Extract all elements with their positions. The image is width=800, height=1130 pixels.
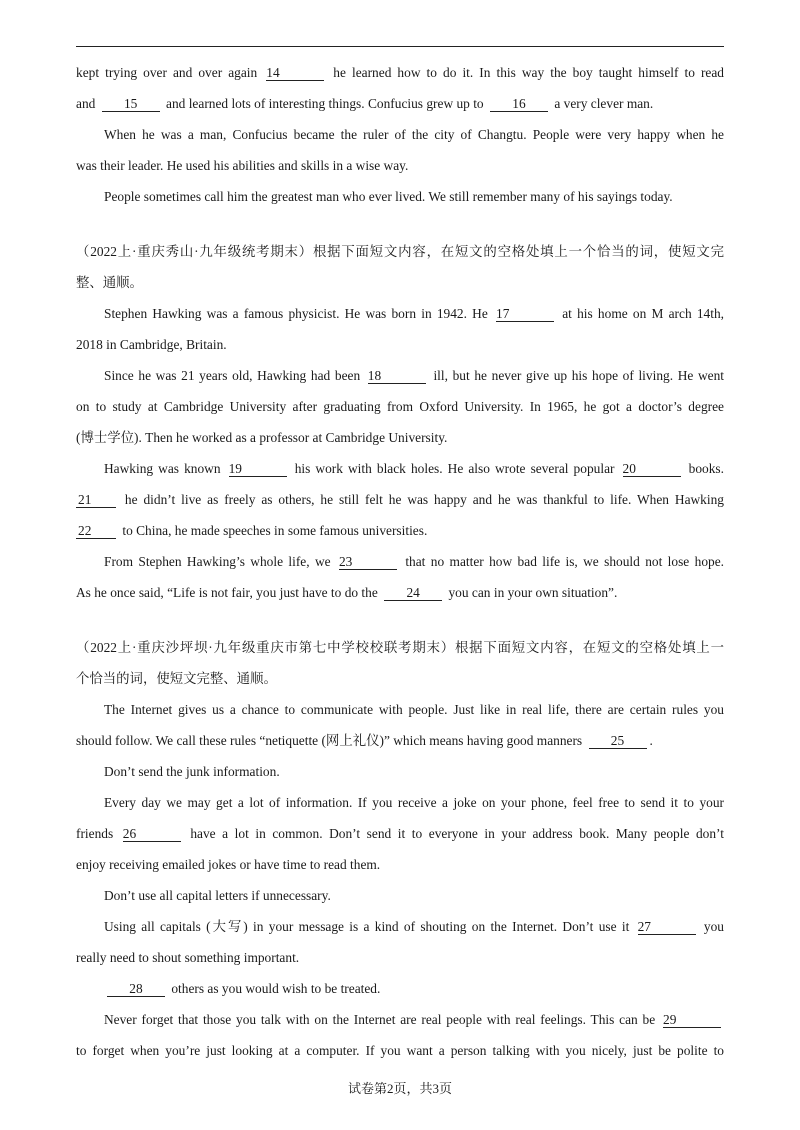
text-line xyxy=(76,1035,724,1066)
text-segment: that no matter how bad life is, we should not lose hope. xyxy=(399,554,724,569)
text-segment: People sometimes call him the greatest man who ever lived. We still remember many of his sayings today. xyxy=(104,189,673,204)
answer-blank[interactable]: 19 xyxy=(229,461,287,477)
answer-blank[interactable]: 14 xyxy=(266,65,324,81)
answer-blank[interactable]: 15 xyxy=(102,96,160,112)
text-segment: Using all capitals (大写) in your message is a kind of shouting on the Internet. Don’t use it xyxy=(104,919,635,934)
text-segment: books. xyxy=(683,461,724,476)
text-segment: should follow. We call these rules “netiquette (网上礼仪)” which means having good manners xyxy=(76,733,586,748)
text-line xyxy=(76,632,724,663)
text-line xyxy=(76,1004,724,1035)
text-segment: and xyxy=(76,96,99,111)
text-segment: he didn’t live as freely as others, he still felt he was happy and he was thankful to life. When Hawking xyxy=(119,492,724,507)
text-segment: friends xyxy=(76,826,120,841)
text-line xyxy=(76,577,724,608)
text-line xyxy=(76,484,724,515)
text-segment: ill, but he never give up his hope of living. He went xyxy=(428,368,724,383)
page-footer: 试卷第2页，共3页 xyxy=(347,1081,452,1096)
text-segment: his work with black holes. He also wrote several popular xyxy=(289,461,620,476)
text-segment: Don’t send the junk information. xyxy=(104,764,280,779)
text-line xyxy=(76,298,724,329)
text-segment: and learned lots of interesting things. Confucius grew up to xyxy=(162,96,487,111)
text-line xyxy=(76,546,724,577)
text-segment: kept trying over and over again xyxy=(76,65,264,80)
text-line xyxy=(76,515,724,546)
text-line xyxy=(76,942,724,973)
text-segment: From Stephen Hawking’s whole life, we xyxy=(104,554,336,569)
text-segment: really need to shout something important. xyxy=(76,950,300,965)
text-segment: Don’t use all capital letters if unnecessary. xyxy=(104,888,331,903)
answer-blank[interactable]: 22 xyxy=(76,523,116,539)
text-segment: a very clever man. xyxy=(550,96,654,111)
text-segment: （2022上·重庆沙坪坝·九年级重庆市第七中学校校联考期末）根据下面短文内容，在短文的空格处填上一 xyxy=(76,640,724,655)
paragraph-gap xyxy=(76,212,724,236)
answer-blank[interactable]: 20 xyxy=(623,461,681,477)
text-line xyxy=(76,422,724,453)
answer-blank[interactable]: 28 xyxy=(107,981,165,997)
text-line xyxy=(76,911,724,942)
answer-blank[interactable]: 21 xyxy=(76,492,116,508)
text-segment: Never forget that those you talk with on the Internet are real people with real feelings. This can be xyxy=(104,1012,660,1027)
header-rule xyxy=(76,46,724,47)
text-segment: Since he was 21 years old, Hawking had been xyxy=(104,368,365,383)
text-segment: to China, he made speeches in some famous universities. xyxy=(119,523,428,538)
answer-blank[interactable]: 29 xyxy=(663,1012,721,1028)
text-segment: enjoy receiving emailed jokes or have time to read them. xyxy=(76,857,381,872)
text-segment: on to study at Cambridge University after graduating from Oxford University. In 1965, he got a doctor’s degree xyxy=(76,399,724,414)
paragraph-gap xyxy=(76,608,724,632)
answer-blank[interactable]: 17 xyxy=(496,306,554,322)
text-segment: others as you would wish to be treated. xyxy=(168,981,381,996)
text-segment: . xyxy=(649,733,653,748)
text-segment: have a lot in common. Don’t send it to everyone in your address book. Many people don’t xyxy=(183,826,724,841)
text-line xyxy=(76,57,724,88)
text-line xyxy=(76,694,724,725)
text-segment: 2018 in Cambridge, Britain. xyxy=(76,337,227,352)
answer-blank[interactable]: 25 xyxy=(589,733,647,749)
answer-blank[interactable]: 16 xyxy=(490,96,548,112)
text-line xyxy=(76,329,724,360)
answer-blank[interactable]: 27 xyxy=(638,919,696,935)
answer-blank[interactable]: 26 xyxy=(123,826,181,842)
text-segment: When he was a man, Confucius became the ruler of the city of Changtu. People were very happy when he xyxy=(104,127,724,142)
text-segment: Stephen Hawking was a famous physicist. He was born in 1942. He xyxy=(104,306,494,321)
text-segment: 个恰当的词，使短文完整、通顺。 xyxy=(76,671,277,686)
document-body xyxy=(76,57,724,1066)
text-line xyxy=(76,756,724,787)
text-line xyxy=(76,391,724,422)
text-segment: Every day we may get a lot of information. If you receive a joke on your phone, feel free to send it to your xyxy=(104,795,724,810)
text-segment: 整、通顺。 xyxy=(76,275,143,290)
text-line xyxy=(76,973,724,1004)
text-segment: he learned how to do it. In this way the boy taught himself to read xyxy=(327,65,724,80)
text-segment: （2022上·重庆秀山·九年级统考期末）根据下面短文内容，在短文的空格处填上一个恰当的词，使短文完 xyxy=(76,244,724,259)
text-line xyxy=(76,150,724,181)
text-line xyxy=(76,119,724,150)
text-line xyxy=(76,88,724,119)
answer-blank[interactable]: 18 xyxy=(368,368,426,384)
text-line xyxy=(76,880,724,911)
text-line xyxy=(76,725,724,756)
text-segment: (博士学位). Then he worked as a professor at Cambridge University. xyxy=(76,430,448,445)
text-segment: The Internet gives us a chance to communicate with people. Just like in real life, there are certain rules you xyxy=(104,702,724,717)
text-line xyxy=(76,818,724,849)
text-segment: to forget when you’re just looking at a computer. If you want a person talking with you nicely, just be polite to xyxy=(76,1043,724,1058)
text-segment: Hawking was known xyxy=(104,461,226,476)
text-line xyxy=(76,663,724,694)
answer-blank[interactable]: 24 xyxy=(384,585,442,601)
text-line xyxy=(76,181,724,212)
text-segment: you xyxy=(698,919,724,934)
text-segment: you can in your own situation”. xyxy=(445,585,618,600)
text-segment: at his home on M arch 14th, xyxy=(557,306,724,321)
text-line xyxy=(76,849,724,880)
answer-blank[interactable]: 23 xyxy=(339,554,397,570)
text-line xyxy=(76,787,724,818)
text-segment: was their leader. He used his abilities and skills in a wise way. xyxy=(76,158,409,173)
text-line xyxy=(76,267,724,298)
text-line xyxy=(76,236,724,267)
text-line xyxy=(76,453,724,484)
text-segment: As he once said, “Life is not fair, you just have to do the xyxy=(76,585,382,600)
text-line xyxy=(76,360,724,391)
